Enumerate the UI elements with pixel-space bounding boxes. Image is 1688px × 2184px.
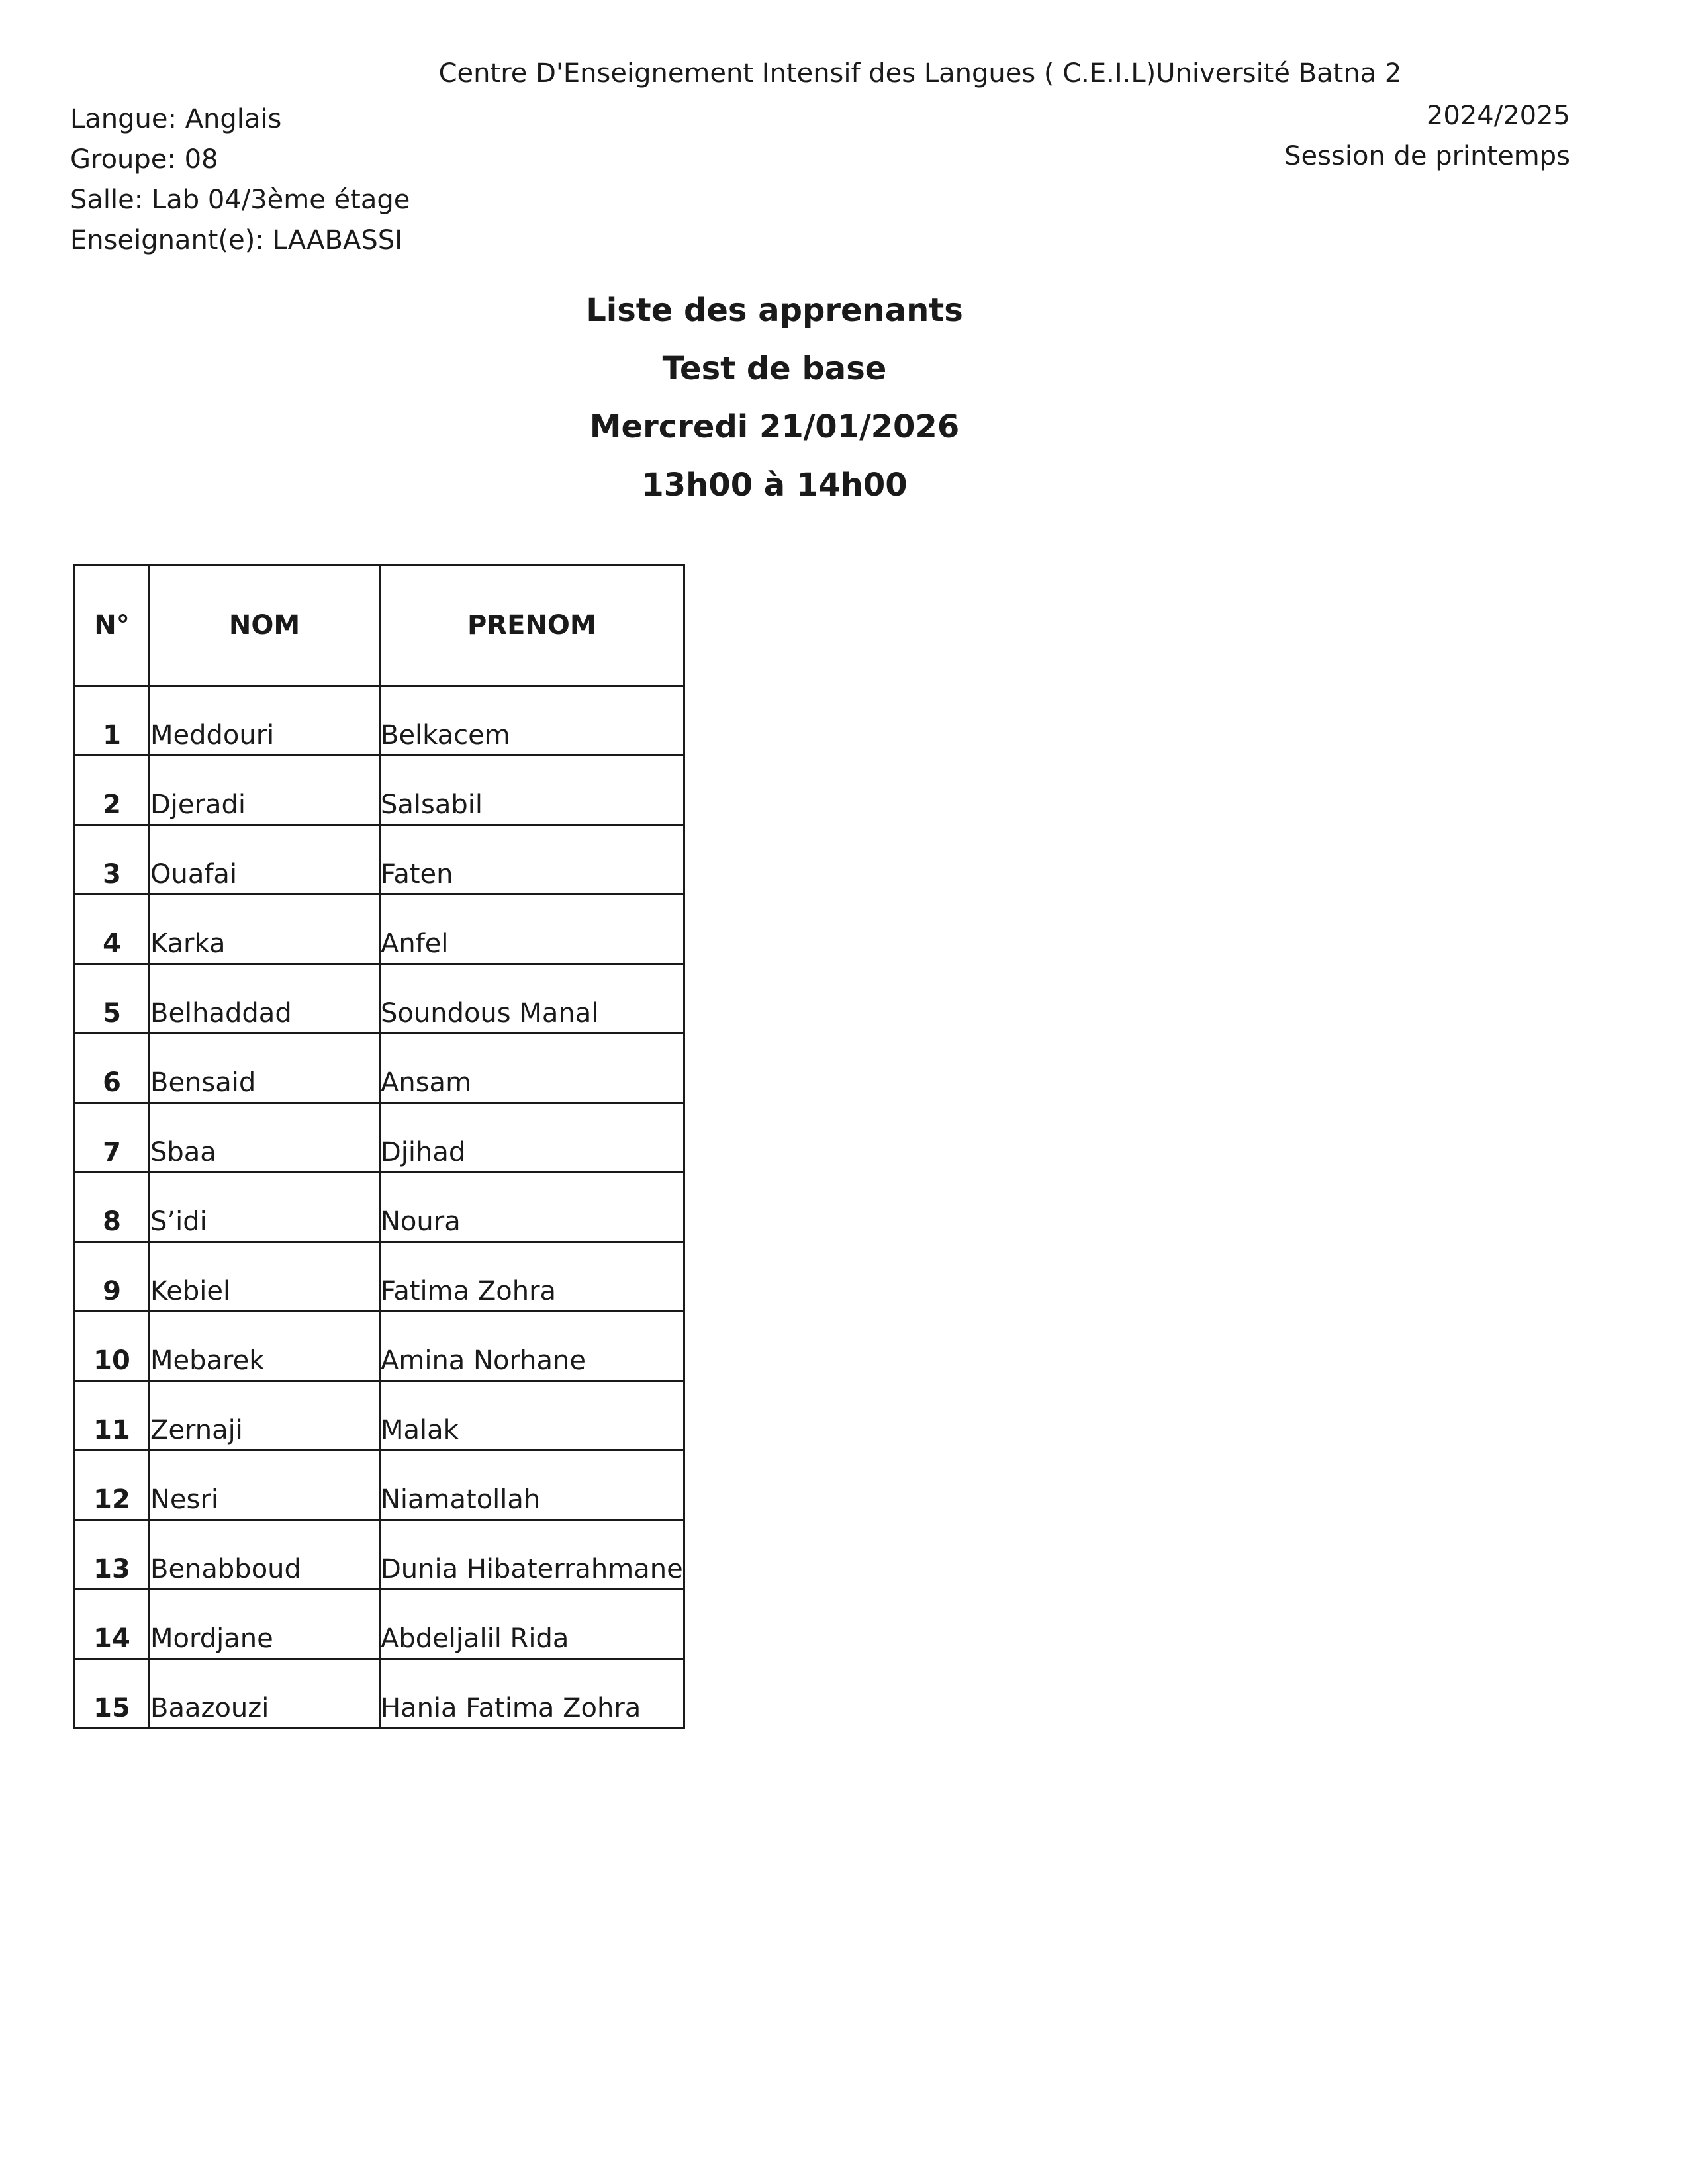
- table-row: [75, 1103, 684, 1173]
- row-number: 13: [75, 1520, 150, 1590]
- row-prenom: Soundous Manal: [380, 964, 684, 1034]
- table-row: [75, 1173, 684, 1242]
- row-number: 14: [75, 1590, 150, 1659]
- row-prenom: Ansam: [380, 1034, 684, 1103]
- row-number: 9: [75, 1242, 150, 1312]
- row-nom: Nesri: [150, 1451, 380, 1520]
- row-prenom: Salsabil: [380, 756, 684, 825]
- row-number: 8: [75, 1173, 150, 1242]
- academic-year: 2024/2025: [1426, 101, 1570, 131]
- table-row: [75, 1312, 684, 1381]
- table-row: [75, 964, 684, 1034]
- row-nom: Ouafai: [150, 825, 380, 895]
- row-prenom: Noura: [380, 1173, 684, 1242]
- row-nom: Sbaa: [150, 1103, 380, 1173]
- table-row: [75, 1381, 684, 1451]
- row-prenom: Abdeljalil Rida: [380, 1590, 684, 1659]
- row-nom: Baazouzi: [150, 1659, 380, 1729]
- language-label: Langue: Anglais: [70, 104, 282, 134]
- row-number: 3: [75, 825, 150, 895]
- table-row: [75, 825, 684, 895]
- row-nom: Karka: [150, 895, 380, 964]
- document-title: [516, 281, 1033, 514]
- table-row: [75, 1242, 684, 1312]
- row-prenom: Anfel: [380, 895, 684, 964]
- row-number: 1: [75, 686, 150, 756]
- table-row: [75, 1659, 684, 1729]
- row-number: 2: [75, 756, 150, 825]
- row-nom: Belhaddad: [150, 964, 380, 1034]
- row-nom: Bensaid: [150, 1034, 380, 1103]
- row-prenom: Malak: [380, 1381, 684, 1451]
- table-header-row: [75, 565, 684, 686]
- table-row: [75, 756, 684, 825]
- row-number: 11: [75, 1381, 150, 1451]
- row-nom: S’idi: [150, 1173, 380, 1242]
- row-number: 5: [75, 964, 150, 1034]
- session-label: Session de printemps: [1284, 141, 1570, 171]
- table-row: [75, 895, 684, 964]
- table-row: [75, 1034, 684, 1103]
- row-prenom: Belkacem: [380, 686, 684, 756]
- table-row: [75, 1590, 684, 1659]
- institution-name: Centre D'Enseignement Intensif des Langues ( C.E.I.L)Université Batna 2: [438, 58, 1402, 89]
- table-row: [75, 686, 684, 756]
- row-prenom: Hania Fatima Zohra: [380, 1659, 684, 1729]
- title-date: Mercredi 21/01/2026: [589, 408, 960, 445]
- row-prenom: Dunia Hibaterrahmane: [380, 1520, 684, 1590]
- group-label: Groupe: 08: [70, 144, 218, 175]
- row-number: 15: [75, 1659, 150, 1729]
- header-prenom: PRENOM: [380, 565, 684, 686]
- row-number: 4: [75, 895, 150, 964]
- row-number: 12: [75, 1451, 150, 1520]
- row-nom: Benabboud: [150, 1520, 380, 1590]
- session-info: [1284, 96, 1570, 177]
- row-number: 10: [75, 1312, 150, 1381]
- title-test: Test de base: [662, 350, 887, 387]
- class-info: [70, 99, 410, 261]
- row-nom: Djeradi: [150, 756, 380, 825]
- learners-table: [73, 564, 685, 1729]
- row-nom: Kebiel: [150, 1242, 380, 1312]
- row-nom: Zernaji: [150, 1381, 380, 1451]
- title-time: 13h00 à 14h00: [641, 467, 908, 504]
- row-number: 6: [75, 1034, 150, 1103]
- row-prenom: Niamatollah: [380, 1451, 684, 1520]
- room-label: Salle: Lab 04/3ème étage: [70, 185, 410, 215]
- row-nom: Mebarek: [150, 1312, 380, 1381]
- row-nom: Meddouri: [150, 686, 380, 756]
- teacher-label: Enseignant(e): LAABASSI: [70, 225, 402, 255]
- table-row: [75, 1451, 684, 1520]
- header-nom: NOM: [150, 565, 380, 686]
- table-row: [75, 1520, 684, 1590]
- title-list: Liste des apprenants: [586, 292, 963, 329]
- row-prenom: Djihad: [380, 1103, 684, 1173]
- row-prenom: Faten: [380, 825, 684, 895]
- header-number: N°: [75, 565, 150, 686]
- row-number: 7: [75, 1103, 150, 1173]
- row-nom: Mordjane: [150, 1590, 380, 1659]
- row-prenom: Amina Norhane: [380, 1312, 684, 1381]
- row-prenom: Fatima Zohra: [380, 1242, 684, 1312]
